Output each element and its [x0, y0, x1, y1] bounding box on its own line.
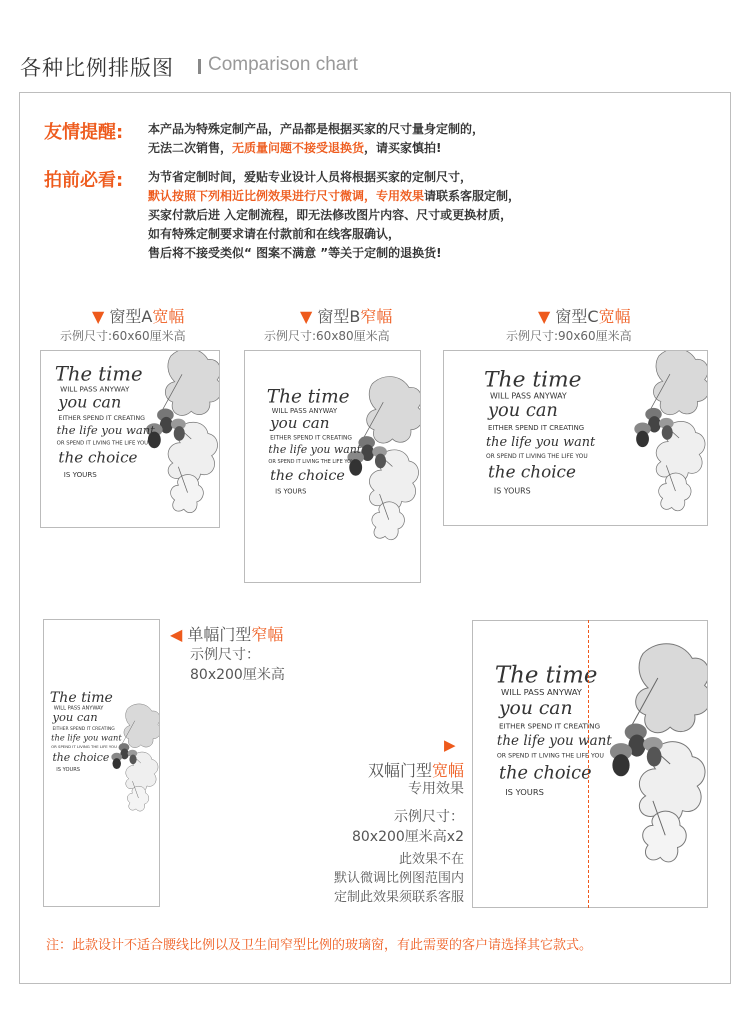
- artwork-text-l2: WILL PASS ANYWAY: [60, 384, 130, 394]
- notice-line-4: [148, 187, 520, 206]
- sample-a-type: 宽幅: [152, 307, 185, 326]
- sample-a-artwork: [41, 351, 219, 527]
- double-door-image: [472, 620, 708, 908]
- triangle-right-icon: ▶: [444, 736, 456, 754]
- single-door-type: 窄幅: [251, 625, 284, 644]
- single-door-heading: [170, 622, 283, 645]
- notice-line-4-a: 默认按照下列相近比例效果进行尺寸微调，: [148, 189, 377, 203]
- sample-b-artwork: [245, 351, 420, 582]
- notice-line-2-c: ，请买家慎拍!: [364, 141, 442, 155]
- artwork-text-l5: the life you want: [268, 443, 362, 457]
- sample-a-heading: [92, 304, 184, 327]
- double-door-size-label: 示例尺寸：: [394, 809, 464, 825]
- sample-c-size: 示例尺寸:90x60厘米高: [506, 329, 632, 343]
- sample-b-name: 窗型B: [317, 307, 361, 326]
- sample-a-image: [40, 350, 220, 528]
- double-door-warning-1: 此效果不在: [398, 852, 464, 867]
- artwork-text-l4: EITHER SPEND IT CREATING: [270, 435, 352, 442]
- triangle-down-icon: ▼: [92, 307, 105, 326]
- notice-line-5: 买家付款后进 入定制流程，即无法修改图片内容、尺寸或更换材质，: [148, 208, 513, 222]
- acorn-leaf-illustration: [347, 377, 420, 540]
- artwork-text-l7: the choice: [488, 461, 576, 482]
- page-subtitle: Comparison chart: [208, 54, 358, 75]
- sample-b-heading: [300, 304, 392, 327]
- friendly-reminder-label: 友情提醒:: [44, 122, 124, 143]
- sample-c-artwork: [444, 351, 707, 525]
- artwork-text-l2: WILL PASS ANYWAY: [53, 705, 104, 712]
- triangle-left-icon: ◀: [170, 625, 183, 644]
- notice-line-4-c: 请联系客服定制，: [424, 189, 521, 203]
- sample-b-type: 窄幅: [360, 307, 393, 326]
- sample-a-name: 窗型A: [109, 307, 153, 326]
- single-door-image: [43, 619, 160, 907]
- notice-line-6: 如有特殊定制要求请在付款前和在线客服确认，: [148, 227, 401, 241]
- notice-line-3: 为节省定制时间，爱贴专业设计人员将根据买家的定制尺寸，: [148, 170, 473, 184]
- single-door-artwork: [44, 620, 159, 906]
- artwork-text-l8: IS YOURS: [275, 487, 307, 496]
- sample-b-image: [244, 350, 421, 583]
- double-door-type: 宽幅: [431, 761, 464, 780]
- single-door-name: 单幅门型: [187, 625, 252, 644]
- acorn-leaf-illustration: [610, 644, 707, 862]
- must-read-label: 拍前必看:: [44, 170, 124, 191]
- artwork-text-l2: WILL PASS ANYWAY: [501, 687, 582, 698]
- door-split-line: [588, 620, 589, 908]
- double-door-warning-2: 默认微调比例图范围内: [333, 871, 464, 886]
- double-door-heading: [368, 758, 464, 781]
- artwork-text-l6: OR SPEND IT LIVING THE LIFE YOU: [268, 459, 355, 466]
- notice-line-1: 本产品为特殊定制产品，产品都是根据买家的尺寸量身定制的，: [148, 122, 485, 136]
- artwork-text-l1: The time: [49, 690, 113, 707]
- artwork-text-l6: OR SPEND IT LIVING THE LIFE YOU: [56, 440, 149, 447]
- artwork-text-l6: OR SPEND IT LIVING THE LIFE YOU: [51, 744, 117, 750]
- artwork-text-l7: the choice: [498, 763, 592, 784]
- artwork-text-l5: the life you want: [56, 423, 155, 438]
- artwork-text-l5: the life you want: [486, 434, 596, 450]
- notice-line-2-a: 无法二次销售，: [148, 141, 233, 155]
- notice-line-2: [148, 139, 442, 158]
- artwork-text-l5: the life you want: [51, 732, 122, 743]
- artwork-text-l4: EITHER SPEND IT CREATING: [488, 424, 585, 433]
- single-door-size-value: 80x200厘米高: [190, 667, 285, 683]
- artwork-text-l5: the life you want: [496, 733, 612, 750]
- sample-b-size: 示例尺寸:60x80厘米高: [264, 329, 390, 343]
- artwork-text-l1: The time: [266, 386, 350, 408]
- sample-a-size: 示例尺寸:60x60厘米高: [60, 329, 186, 343]
- artwork-text-l7: the choice: [52, 750, 110, 764]
- special-effect-text: 专用效果: [376, 189, 425, 203]
- artwork-text-l4: EITHER SPEND IT CREATING: [498, 721, 601, 731]
- single-door-size-label: 示例尺寸：: [190, 647, 260, 663]
- artwork-text-l8: IS YOURS: [56, 767, 81, 774]
- double-door-artwork: [473, 621, 707, 907]
- artwork-text-l1: The time: [494, 662, 598, 689]
- title-divider: [198, 59, 201, 74]
- artwork-text-l8: IS YOURS: [63, 469, 97, 479]
- artwork-text-l7: the choice: [58, 448, 138, 467]
- double-door-special: 专用效果: [408, 781, 464, 797]
- artwork-text-l8: IS YOURS: [505, 787, 544, 798]
- artwork-text-l4: EITHER SPEND IT CREATING: [52, 727, 115, 733]
- artwork-text-l3: you can: [58, 392, 122, 412]
- artwork-text-l2: WILL PASS ANYWAY: [489, 391, 567, 401]
- sample-c-name: 窗型C: [555, 307, 599, 326]
- artwork-text-l3: you can: [52, 710, 98, 725]
- artwork-text-l6: OR SPEND IT LIVING THE LIFE YOU: [496, 752, 604, 760]
- artwork-text-l2: WILL PASS ANYWAY: [271, 406, 338, 415]
- sample-c-type: 宽幅: [598, 307, 631, 326]
- double-door-warning-3: 定制此效果须联系客服: [333, 890, 464, 905]
- artwork-text-l1: The time: [484, 367, 582, 393]
- artwork-text-l3: you can: [488, 400, 558, 422]
- page-title: 各种比例排版图: [20, 56, 174, 80]
- artwork-text-l7: the choice: [270, 468, 345, 485]
- acorn-leaf-illustration: [146, 351, 219, 513]
- artwork-text-l3: you can: [270, 413, 330, 432]
- double-door-size-value: 80x200厘米高x2: [351, 829, 464, 845]
- notice-line-7: 售后将不接受类似“ 图案不满意 ”等关于定制的退换货!: [148, 246, 442, 260]
- sample-c-heading: [538, 304, 631, 327]
- artwork-text-l8: IS YOURS: [493, 486, 531, 496]
- artwork-text-l6: OR SPEND IT LIVING THE LIFE YOU: [486, 452, 588, 460]
- triangle-down-icon: ▼: [300, 307, 313, 326]
- acorn-leaf-illustration: [111, 704, 159, 811]
- acorn-leaf-illustration: [634, 351, 707, 511]
- triangle-down-icon: ▼: [538, 307, 551, 326]
- footer-note: 注：此款设计不适合腰线比例以及卫生间窄型比例的玻璃窗，有此需要的客户请选择其它款式。: [46, 938, 593, 953]
- artwork-text-l1: The time: [54, 362, 143, 386]
- artwork-text-l4: EITHER SPEND IT CREATING: [58, 414, 146, 422]
- sample-c-image: [443, 350, 708, 526]
- artwork-text-l3: you can: [498, 697, 573, 719]
- no-return-warning: 无质量问题不接受退换货: [232, 141, 365, 155]
- double-door-name: 双幅门型: [367, 761, 432, 780]
